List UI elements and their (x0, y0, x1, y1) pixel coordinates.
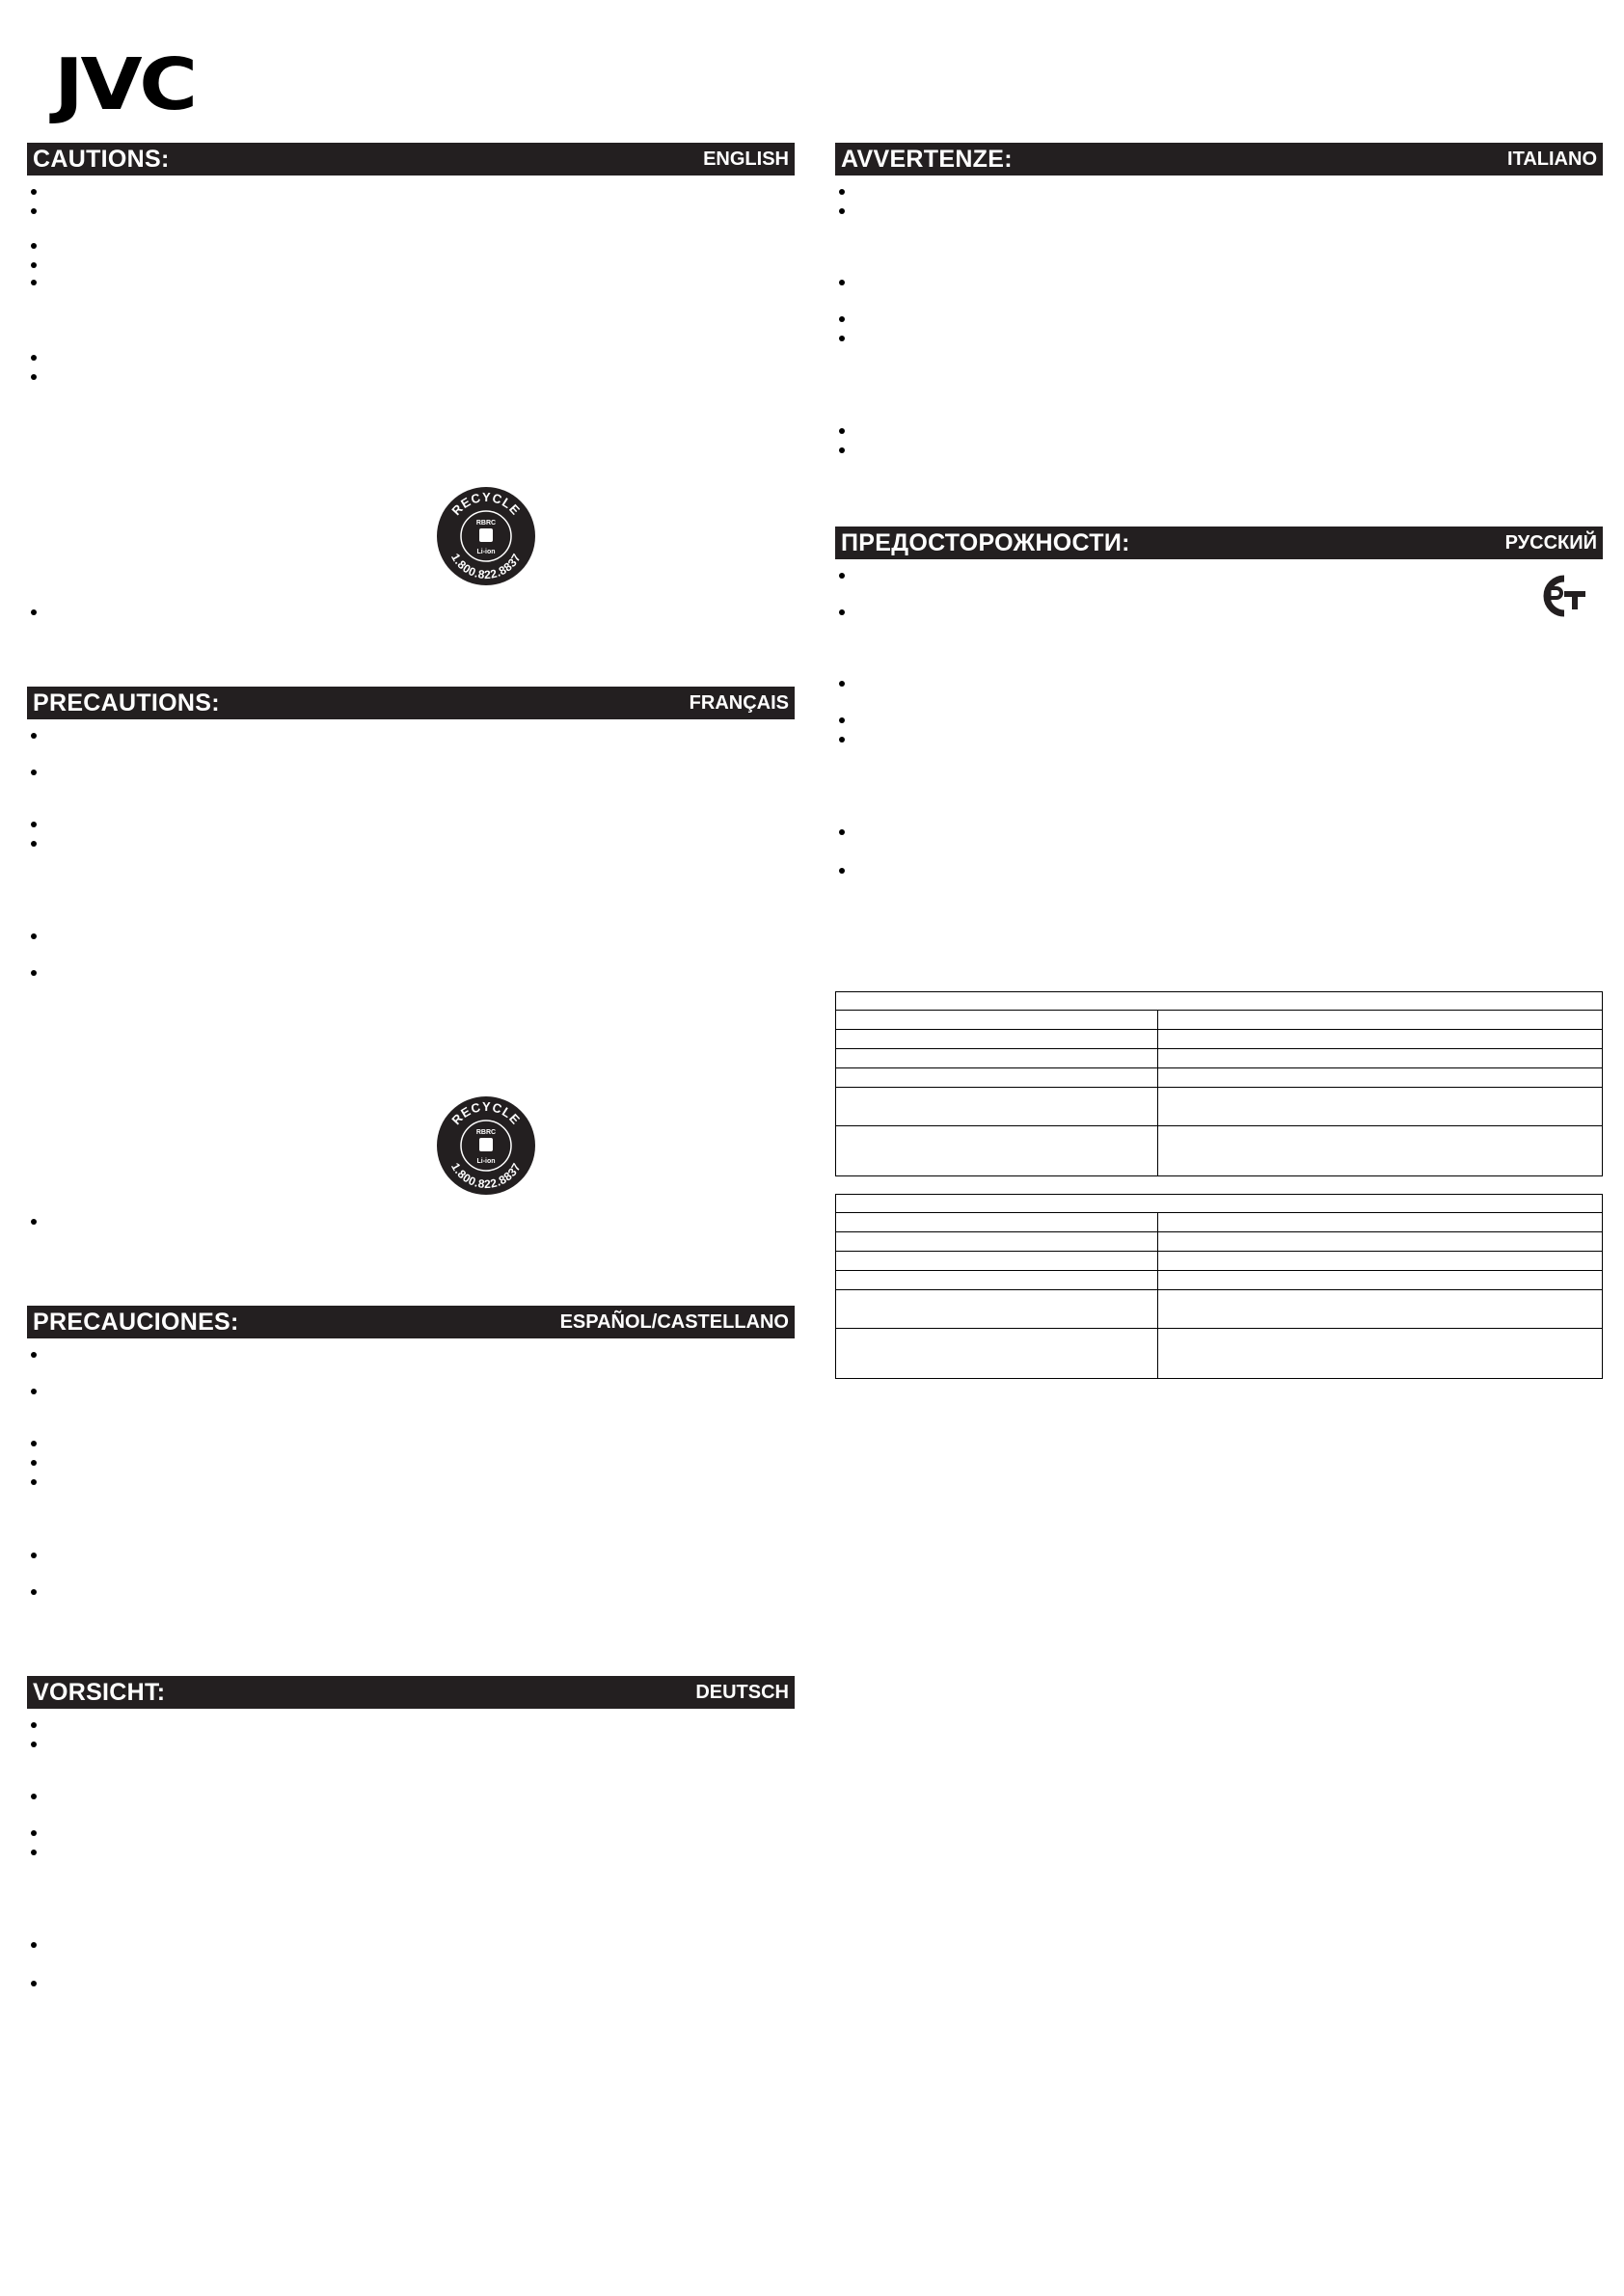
section-title: VORSICHT: (33, 1678, 166, 1706)
bullet (839, 428, 845, 434)
table-column-divider (1157, 1010, 1158, 1175)
bullet (839, 681, 845, 687)
section-title: CAUTIONS: (33, 145, 170, 173)
bullet (31, 1742, 37, 1747)
bullet (31, 262, 37, 268)
bullet (31, 822, 37, 827)
pct-certification-mark-icon (1535, 575, 1589, 617)
table-column-divider (1157, 1212, 1158, 1378)
bullet (31, 1722, 37, 1728)
bullet (839, 609, 845, 615)
section-header-spanish (27, 1306, 795, 1338)
bullet (31, 1794, 37, 1799)
table-row (836, 1010, 1602, 1011)
section-header-english (27, 143, 795, 176)
bullet (31, 1830, 37, 1836)
section-title: PRECAUCIONES: (33, 1308, 239, 1336)
jvc-logo: JVC (54, 43, 195, 126)
table-row (836, 1212, 1602, 1213)
bullet (31, 280, 37, 285)
bullet (31, 733, 37, 739)
section-title: AVVERTENZE: (841, 145, 1013, 173)
bullet (839, 208, 845, 214)
bullet (31, 1389, 37, 1394)
rbrc-recycle-seal-icon (436, 1095, 536, 1196)
table-row (836, 1029, 1602, 1030)
bullet (839, 573, 845, 579)
bullet (31, 243, 37, 249)
bullet (31, 355, 37, 361)
section-header-italian (835, 143, 1603, 176)
bullet (31, 1942, 37, 1948)
seal-phone-text: 1.800.822.8837 (448, 1160, 524, 1192)
bullet (31, 208, 37, 214)
table-row (836, 1125, 1602, 1126)
bullet (31, 609, 37, 615)
spec-table-1 (835, 991, 1603, 1176)
bullet (839, 447, 845, 453)
bullet (31, 1219, 37, 1225)
bullet (31, 1352, 37, 1358)
bullet (839, 737, 845, 743)
bullet (31, 1850, 37, 1855)
seal-mid-text: RBRC (475, 1129, 497, 1136)
seal-phone-text: 1.800.822.8837 (448, 551, 524, 582)
seal-sub-text: Li-ion (476, 1158, 496, 1165)
bullet (31, 933, 37, 939)
bullet (839, 189, 845, 195)
bullet (839, 280, 845, 285)
bullet (31, 841, 37, 847)
bullet (839, 717, 845, 723)
section-title: ПРЕДОСТОРОЖНОСТИ: (841, 528, 1130, 556)
section-russian (835, 527, 1603, 559)
bullet (31, 1553, 37, 1558)
section-language: РУССКИЙ (1504, 531, 1597, 554)
bullet (31, 189, 37, 195)
bullet (31, 1460, 37, 1466)
table-row (836, 1289, 1602, 1290)
seal-top-text: RECYCLE (448, 489, 524, 519)
bullet (839, 336, 845, 341)
section-spanish (27, 1306, 795, 1338)
bullet (31, 770, 37, 775)
section-english (27, 143, 795, 582)
section-italian (835, 143, 1603, 176)
section-language: ENGLISH (703, 148, 789, 170)
bullet (31, 1479, 37, 1485)
bullet (31, 970, 37, 976)
section-german (27, 1676, 795, 1709)
table-row (836, 1048, 1602, 1049)
section-title: PRECAUTIONS: (33, 689, 220, 716)
section-french (27, 687, 795, 1192)
table-row (836, 1231, 1602, 1232)
bullet (839, 829, 845, 835)
section-header-french (27, 687, 795, 719)
seal-sub-text: Li-ion (476, 549, 496, 555)
table-row (836, 1328, 1602, 1329)
bullet (839, 868, 845, 874)
section-header-german (27, 1676, 795, 1709)
seal-mid-text: RBRC (475, 520, 497, 527)
spec-table-2 (835, 1194, 1603, 1379)
table-row (836, 1087, 1602, 1088)
seal-top-text: RECYCLE (448, 1098, 524, 1128)
table-row (836, 1067, 1602, 1068)
table-row (836, 1251, 1602, 1252)
section-language: FRANÇAIS (689, 691, 789, 714)
bullet (31, 1441, 37, 1446)
rbrc-recycle-seal-icon (436, 486, 536, 586)
bullet (31, 374, 37, 380)
bullet (839, 316, 845, 322)
section-language: ITALIANO (1507, 148, 1597, 170)
table-row (836, 1270, 1602, 1271)
section-language: ESPAÑOL/CASTELLANO (559, 1310, 789, 1333)
section-header-russian (835, 527, 1603, 559)
section-language: DEUTSCH (695, 1681, 789, 1703)
bullet (31, 1981, 37, 1986)
bullet (31, 1589, 37, 1595)
